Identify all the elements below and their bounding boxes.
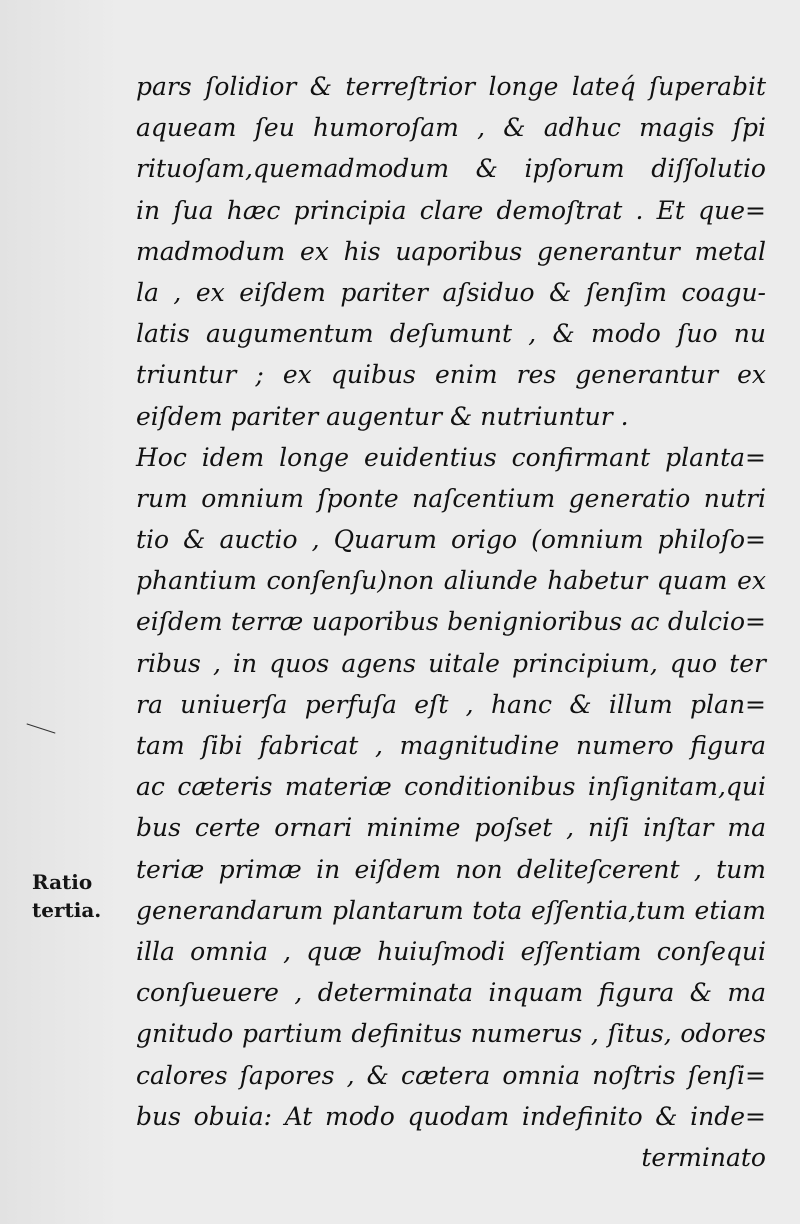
text-line: bus certe ornari minime poſset , niſi inſtar ma bbox=[136, 813, 766, 843]
text-line: pars ſolidior & terreſtrior longe lateq́ ſuperabit bbox=[136, 72, 766, 101]
text-line: conſueuere , determinata inquam figura & ma bbox=[136, 978, 766, 1008]
margin-note bbox=[32, 868, 122, 924]
text-line: bus obuia: At modo quodam indefinito & inde= bbox=[136, 1101, 766, 1131]
text-line: latis augumentum deſumunt , & modo ſuo nu bbox=[136, 319, 766, 349]
text-line: triuntur ; ex quibus enim res generantur ex bbox=[136, 360, 766, 390]
text-line: aqueam ſeu humoroſam , & adhuc magis ſpi bbox=[136, 113, 766, 143]
text-line: phantium conſenſu)non aliunde habetur quam ex bbox=[136, 566, 766, 596]
text-line: generandarum plantarum tota eſſentia,tum etiam bbox=[136, 895, 766, 925]
main-text bbox=[136, 66, 766, 1178]
text-line: la , ex eiſdem pariter aſsiduo & ſenſim coagu- bbox=[136, 277, 766, 307]
text-line: calores ſapores , & cætera omnia noſtris ſenſi= bbox=[136, 1060, 766, 1090]
text-line: ribus , in quos agens uitale principium, quo ter bbox=[136, 648, 766, 678]
catchword: terminato bbox=[641, 1142, 766, 1172]
text-line: in ſua hæc principia clare demoſtrat . Et que= bbox=[136, 195, 766, 225]
text-line: madmodum ex his uaporibus generantur metal bbox=[136, 236, 766, 266]
text-line: gnitudo partium definitus numerus , ſitus, odores bbox=[136, 1019, 766, 1049]
margin-note-line: Ratio bbox=[32, 870, 93, 894]
text-line: rituoſam,quemadmodum & ipſorum diſſolutio bbox=[136, 154, 766, 184]
text-line: Hoc idem longe euidentius confirmant planta= bbox=[136, 442, 766, 472]
text-line: illa omnia , quæ huiuſmodi eſſentiam conſequi bbox=[136, 936, 766, 966]
margin-note-line: tertia. bbox=[32, 898, 102, 922]
text-line: ra uniuerſa perfuſa eſt , hanc & illum plan= bbox=[136, 689, 766, 719]
text-line: ac cæteris materiæ conditionibus inſignitam,qui bbox=[136, 772, 766, 802]
text-line: eiſdem terræ uaporibus benignioribus ac dulcio= bbox=[136, 607, 766, 637]
text-line: eiſdem pariter augentur & nutriuntur . bbox=[136, 401, 629, 431]
text-line: tam ſibi fabricat , magnitudine numero figura bbox=[136, 731, 766, 760]
text-line: rum omnium ſponte naſcentium generatio nutri bbox=[136, 483, 766, 513]
page-gutter-shadow bbox=[0, 0, 120, 1224]
text-line: teriæ primæ in eiſdem non deliteſcerent , tum bbox=[136, 854, 766, 884]
text-line: tio & auctio , Quarum origo (omnium philoſo= bbox=[136, 525, 766, 555]
